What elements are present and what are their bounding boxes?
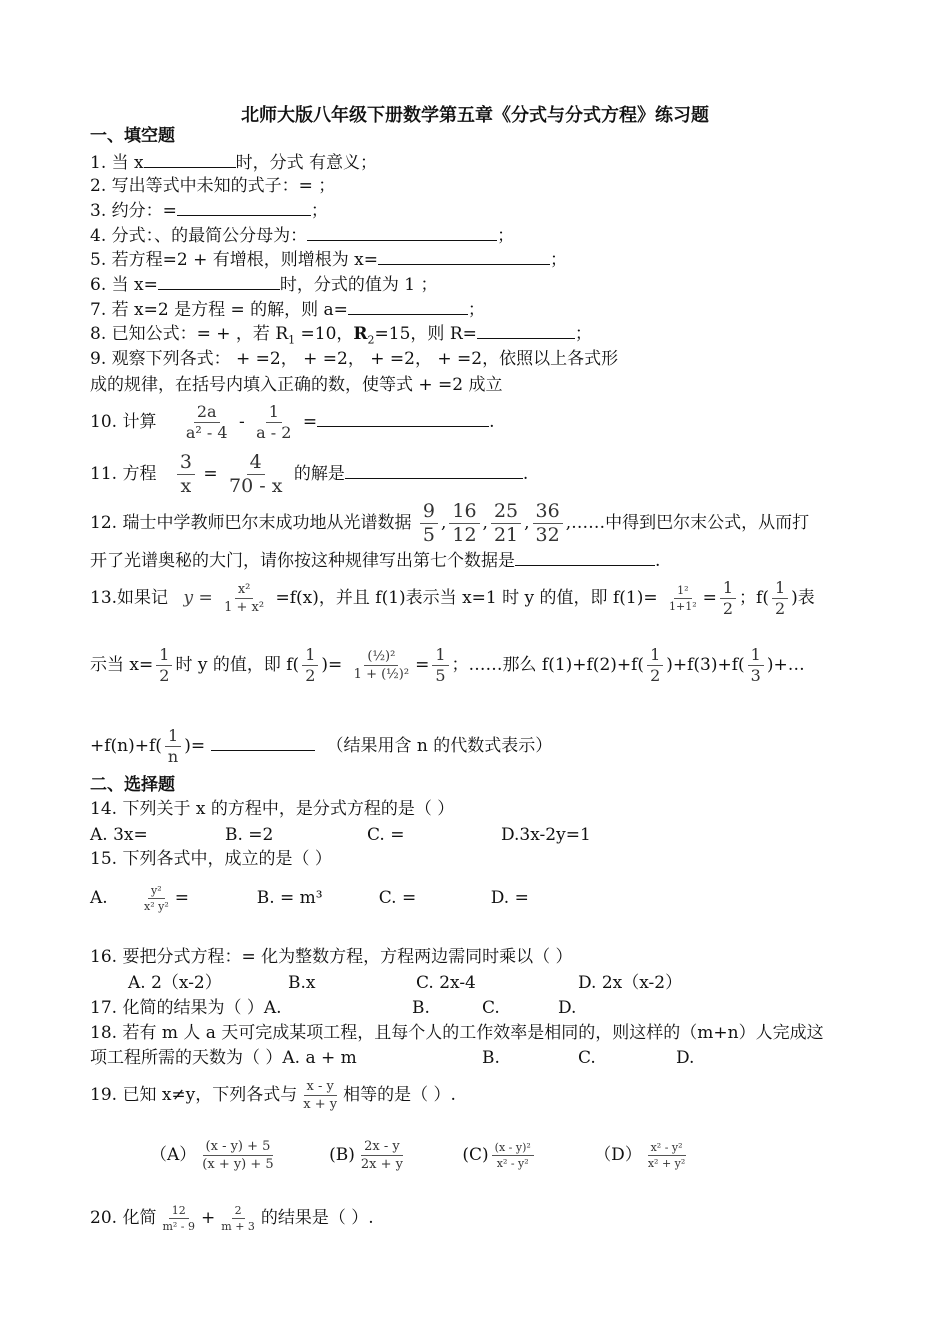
question-13-line1: 13.如果记 y = $\frac{\text{x²}}{\text{1 + x²}}$ =f(x)，并且 f(1)表示当 x=1 时 y 的值，即 f(1)= $\frac{\text{1²}}{\text{1+1²}}$ = $\frac{1}{2}$ ；f( $\frac{1}{2}$ )表 [90, 578, 815, 618]
question-11: 11. 方程 $\frac{3}{x}$ = $\frac{4}{70 - x}$ 的解是 . [90, 451, 529, 497]
fraction: $\frac{1}{a - 2}$ [256, 402, 292, 442]
question-4: 4. 分式：、的最简公分母为： ； [90, 226, 515, 246]
section-multiple-choice: 二、选择题 [90, 775, 175, 795]
answer-blank [307, 224, 497, 241]
fraction: $\frac{12}{\text{m² - 9}}$ [162, 1204, 196, 1233]
question-16-options: A. 2（x-2） B.x C. 2x-4 D. 2x（x-2） [128, 973, 683, 993]
fraction: $\frac{2}{m + 3}$ [221, 1204, 255, 1233]
question-1: 1. 当 x 时，分式 有意义； [90, 153, 378, 173]
fraction: $\frac{\text{1²}}{\text{1+1²}}$ [668, 584, 697, 613]
question-13-line2: 示当 x= $\frac{1}{2}$ 时 y 的值，即 f( $\frac{1}{2}$ )= $\frac{\text{(½)²}}{\text{1 + (½)²}}$ = $\frac{1}{5}$ ；……那么 f(1)+f(2)+f( $\frac{1}{2}$ )+f(3)+f( $\frac{1}{3}$ )+… [90, 645, 805, 685]
fraction: $\frac{1}{2}$ [720, 580, 736, 617]
question-20: 20. 化简 $\frac{12}{\text{m² - 9}}$ + $\frac{2}{m + 3}$ 的结果是（ ）. [90, 1204, 374, 1233]
fraction: $\frac{1}{n}$ [165, 728, 181, 765]
question-8: 8. 已知公式：= + ，若 $R_1 =10$，$R_2=15$，则 R= ； [90, 324, 592, 347]
fraction: $\frac{1}{2}$ [156, 647, 172, 684]
question-14: 14. 下列关于 x 的方程中，是分式方程的是（ ） [90, 799, 455, 819]
fraction: $\frac{3}{x}$ [177, 453, 195, 496]
question-15: 15. 下列各式中，成立的是（ ） [90, 849, 332, 869]
fraction: $\frac{1}{3}$ [748, 647, 764, 684]
question-12-line2: 开了光谱奥秘的大门，请你按这种规律写出第七个数据是 . [90, 551, 661, 571]
question-15-options: A. $\frac{\text{y²}}{\text{x² y²}}$ = B. = m³ C. = D. = [90, 884, 529, 913]
question-2: 2. 写出等式中未知的式子：= ； [90, 176, 336, 196]
fraction: $\frac{\text{y²}}{\text{x² y²}}$ [144, 884, 169, 913]
question-12-line1: 12. 瑞士中学教师巴尔末成功地从光谱数据 $\frac{9}{5}$ , $\frac{16}{12}$ , $\frac{25}{21}$ , $\frac{36}{32}$ ,……中得到巴尔末公式，从而打 [90, 500, 810, 546]
question-10: 10. 计算 $\frac{2a}{\text{a² - 4}}$ - $\frac{1}{a - 2}$ = . [90, 402, 495, 442]
fraction: $\frac{\text{x² - y²}}{\text{x² + y²}}$ [647, 1141, 686, 1170]
question-7: 7. 若 x=2 是方程 = 的解，则 a= ； [90, 300, 485, 320]
fraction: $\frac{\text{(½)²}}{\text{1 + (½)²}}$ [353, 649, 410, 682]
question-14-options: A. 3x= B. =2 C. = D.3x-2y=1 [90, 825, 591, 845]
fraction: $\frac{1}{2}$ [302, 647, 318, 684]
question-13-line3: +f(n)+f( $\frac{1}{n}$ )= （结果用含 n 的代数式表示） [90, 726, 553, 766]
page-title: 北师大版八年级下册数学第五章《分式与分式方程》练习题 [241, 105, 709, 126]
fraction: $\frac{(x - y) + 5}{(x + y) + 5}$ [202, 1139, 274, 1172]
fraction: $\frac{\text{x²}}{\text{1 + x²}}$ [224, 582, 265, 615]
answer-blank [211, 734, 315, 751]
question-18-line2: 项工程所需的天数为（ ）A. a + m B. C. D. [90, 1048, 695, 1068]
question-16: 16. 要把分式方程：= 化为整数方程，方程两边需同时乘以（ ） [90, 947, 573, 967]
answer-blank [345, 462, 523, 479]
question-9-line1: 9. 观察下列各式： + =2， + =2， + =2， + =2，依照以上各式形 [90, 349, 619, 369]
answer-blank [348, 298, 468, 315]
fraction: $\frac{2a}{\text{a² - 4}}$ [185, 402, 228, 442]
fraction: $\frac{x - y}{x + y}$ [303, 1079, 338, 1112]
answer-blank [477, 322, 575, 339]
fraction: $\frac{2x - y}{2x + y}$ [360, 1139, 403, 1172]
answer-blank [158, 273, 280, 290]
answer-blank [515, 549, 655, 566]
question-17: 17. 化简的结果为（ ）A. B. C. D. [90, 998, 577, 1018]
fraction: $\frac{1}{2}$ [772, 580, 788, 617]
fraction: $\frac{9}{5}$ [420, 502, 438, 545]
fraction: $\frac{1}{5}$ [432, 647, 448, 684]
fraction: $\frac{25}{21}$ [491, 502, 521, 545]
section-fill-blank: 一、填空题 [90, 126, 175, 146]
answer-blank [177, 199, 311, 216]
question-19-options: （A） $\frac{(x - y) + 5}{(x + y) + 5}$ (B) $\frac{2x - y}{2x + y}$ (C) $\frac{\text{(x - y)²}}{\text{x² - y²}}$ （D） $\frac{\text{x² - y²}}{\text{x² + y²}}$ [150, 1130, 691, 1180]
answer-blank [317, 410, 489, 427]
fraction: $\frac{16}{12}$ [449, 502, 479, 545]
question-3: 3. 约分：= ； [90, 201, 328, 221]
fraction: $\frac{1}{2}$ [647, 647, 663, 684]
answer-blank [378, 248, 550, 265]
question-5: 5. 若方程=2 + 有增根，则增根为 x= ； [90, 250, 567, 270]
fraction: $\frac{36}{32}$ [533, 502, 563, 545]
question-9-line2: 成的规律，在括号内填入正确的数，使等式 + =2 成立 [90, 375, 503, 395]
question-19: 19. 已知 x≠y，下列各式与 $\frac{x - y}{x + y}$ 相等的是（ ）. [90, 1079, 456, 1112]
fraction: $\frac{4}{70 - x}$ [229, 451, 283, 497]
question-18-line1: 18. 若有 m 人 a 天可完成某项工程，且每个人的工作效率是相同的，则这样的（m+n）人完成这 [90, 1023, 824, 1043]
answer-blank [144, 151, 236, 168]
question-6: 6. 当 x= 时，分式的值为 1 ； [90, 275, 438, 295]
fraction: $\frac{\text{(x - y)²}}{\text{x² - y²}}$ [492, 1142, 534, 1169]
